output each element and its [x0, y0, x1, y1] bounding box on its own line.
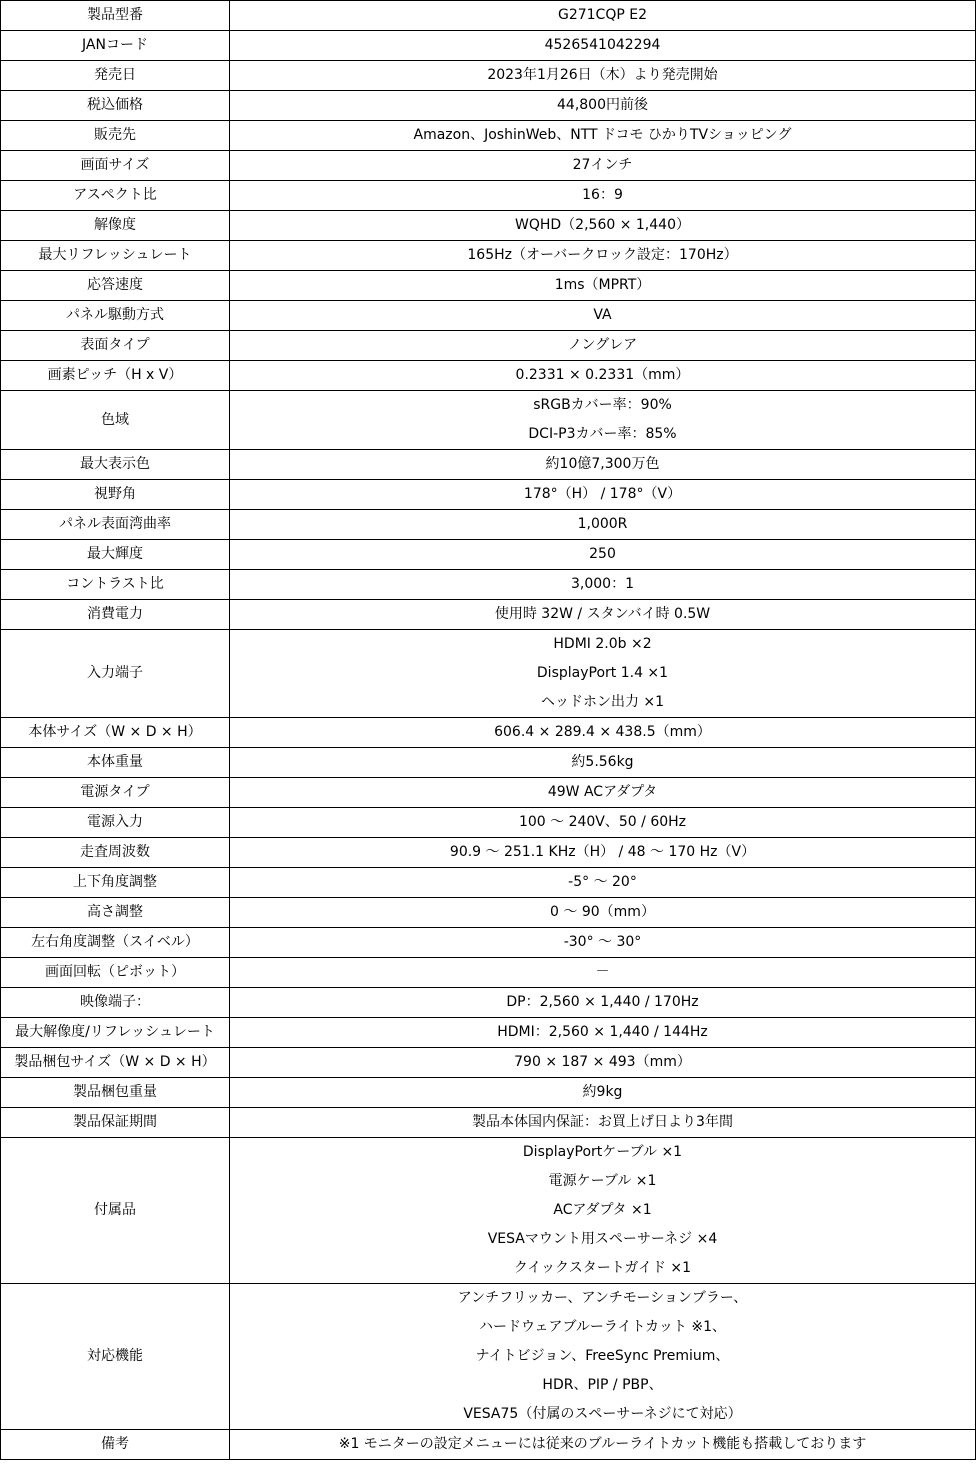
spec-value-line: ※1 モニターの設定メニューには従来のブルーライトカット機能も搭載しております: [338, 1436, 867, 1452]
spec-label: 本体サイズ（W × D × H）: [1, 718, 230, 748]
spec-value: [230, 868, 976, 898]
spec-value-line: DisplayPort 1.4 ×1: [536, 665, 669, 681]
spec-row: [1, 988, 976, 1018]
spec-row: [1, 510, 976, 540]
spec-value: [230, 748, 976, 778]
spec-label: パネル駆動方式: [1, 301, 230, 331]
spec-row: [1, 31, 976, 61]
spec-label: 視野角: [1, 480, 230, 510]
spec-value-line: 16：9: [582, 187, 623, 203]
spec-value: [230, 1430, 976, 1460]
spec-value-line: ナイトビジョン、FreeSync Premium、: [475, 1348, 730, 1364]
spec-value-line: ACアダプタ ×1: [553, 1202, 652, 1218]
spec-value: [230, 1048, 976, 1078]
spec-row: [1, 480, 976, 510]
spec-row: [1, 331, 976, 361]
spec-value-line: 606.4 × 289.4 × 438.5（mm）: [494, 724, 711, 740]
spec-value-line: HDMI：2,560 × 1,440 / 144Hz: [497, 1024, 708, 1040]
spec-label: コントラスト比: [1, 570, 230, 600]
spec-value-line: 100 ～ 240V、50 / 60Hz: [518, 814, 687, 830]
spec-value-line: DP：2,560 × 1,440 / 170Hz: [506, 994, 699, 1010]
spec-label: 製品型番: [1, 1, 230, 31]
spec-value-line: 44,800円前後: [557, 97, 648, 113]
spec-value: [230, 361, 976, 391]
spec-value-line: G271CQP E2: [557, 7, 647, 23]
spec-value-line: 27インチ: [572, 157, 633, 173]
spec-row: [1, 1138, 976, 1284]
spec-label: 本体重量: [1, 748, 230, 778]
spec-label: 付属品: [1, 1138, 230, 1284]
spec-row: [1, 600, 976, 630]
spec-label: 備考: [1, 1430, 230, 1460]
spec-row: [1, 151, 976, 181]
spec-label: 発売日: [1, 61, 230, 91]
spec-value-line: -5° ～ 20°: [568, 874, 637, 890]
spec-value-line: VESAマウント用スペーサーネジ ×4: [487, 1231, 718, 1247]
spec-label: 画素ピッチ（H x V）: [1, 361, 230, 391]
spec-value: [230, 570, 976, 600]
spec-label: 製品梱包重量: [1, 1078, 230, 1108]
spec-row: [1, 121, 976, 151]
spec-label: 消費電力: [1, 600, 230, 630]
spec-value-line: VA: [593, 307, 612, 323]
spec-row: [1, 450, 976, 480]
spec-label: アスペクト比: [1, 181, 230, 211]
spec-value-line: 0 ～ 90（mm）: [550, 904, 655, 920]
spec-value: [230, 600, 976, 630]
spec-label: JANコード: [1, 31, 230, 61]
spec-value: [230, 1, 976, 31]
spec-value-line: 49W ACアダプタ: [547, 784, 658, 800]
spec-value-line: VESA75（付属のスペーサーネジにて対応）: [463, 1406, 742, 1422]
spec-row: [1, 838, 976, 868]
spec-value: [230, 1018, 976, 1048]
spec-value: [230, 958, 976, 988]
spec-value: [230, 480, 976, 510]
spec-value-line: 製品本体国内保証：お買上げ日より3年間: [472, 1114, 733, 1130]
spec-row: [1, 1284, 976, 1430]
spec-label: 最大解像度/リフレッシュレート: [1, 1018, 230, 1048]
spec-value-line: 1,000R: [577, 516, 628, 532]
spec-value-line: HDMI 2.0b ×2: [553, 636, 652, 652]
spec-label: 色域: [1, 391, 230, 450]
spec-value-line: 4526541042294: [544, 37, 661, 53]
spec-value-line: 使用時 32W / スタンバイ時 0.5W: [494, 606, 711, 622]
spec-label: 表面タイプ: [1, 331, 230, 361]
spec-row: [1, 181, 976, 211]
spec-value-line: Amazon、JoshinWeb、NTT ドコモ ひかりTVショッピング: [413, 127, 792, 143]
spec-label: 最大表示色: [1, 450, 230, 480]
spec-label: 製品保証期間: [1, 1108, 230, 1138]
spec-row: [1, 391, 976, 450]
spec-value: [230, 1108, 976, 1138]
spec-value: [230, 181, 976, 211]
spec-value-line: DCI-P3カバー率：85%: [528, 426, 677, 442]
spec-row: [1, 868, 976, 898]
spec-value-line: －: [595, 964, 610, 980]
spec-label: 最大輝度: [1, 540, 230, 570]
spec-value: [230, 331, 976, 361]
spec-value-line: 178°（H） / 178°（V）: [523, 486, 682, 502]
spec-row: [1, 301, 976, 331]
spec-row: [1, 1018, 976, 1048]
spec-value: [230, 540, 976, 570]
spec-label: 映像端子：: [1, 988, 230, 1018]
spec-value: [230, 211, 976, 241]
spec-value-line: 165Hz（オーバークロック設定：170Hz）: [467, 247, 738, 263]
spec-value: [230, 630, 976, 718]
spec-value: [230, 151, 976, 181]
spec-value-line: 約9kg: [582, 1084, 623, 1100]
spec-row: [1, 570, 976, 600]
spec-value: [230, 718, 976, 748]
spec-row: [1, 928, 976, 958]
spec-value-line: 3,000：1: [571, 576, 634, 592]
spec-label: 入力端子: [1, 630, 230, 718]
spec-label: 販売先: [1, 121, 230, 151]
spec-row: [1, 1108, 976, 1138]
spec-value: [230, 91, 976, 121]
spec-label: 電源タイプ: [1, 778, 230, 808]
spec-value-line: DisplayPortケーブル ×1: [522, 1144, 683, 1160]
spec-value: [230, 778, 976, 808]
spec-value: [230, 450, 976, 480]
spec-row: [1, 241, 976, 271]
spec-value-line: 約5.56kg: [571, 754, 634, 770]
spec-row: [1, 91, 976, 121]
spec-row: [1, 958, 976, 988]
spec-row: [1, 748, 976, 778]
spec-value-line: sRGBカバー率：90%: [533, 397, 672, 413]
spec-table-body: [1, 1, 976, 1460]
spec-label: 解像度: [1, 211, 230, 241]
spec-value: [230, 1138, 976, 1284]
spec-value: [230, 31, 976, 61]
spec-value: [230, 61, 976, 91]
spec-label: 対応機能: [1, 1284, 230, 1430]
spec-value-line: -30° ～ 30°: [563, 934, 642, 950]
spec-row: [1, 1078, 976, 1108]
spec-label: 税込価格: [1, 91, 230, 121]
spec-row: [1, 718, 976, 748]
spec-value-line: 250: [589, 546, 616, 562]
spec-value: [230, 391, 976, 450]
spec-label: 高さ調整: [1, 898, 230, 928]
spec-value-line: アンチフリッカー、アンチモーションブラー、: [457, 1290, 748, 1306]
spec-row: [1, 61, 976, 91]
spec-value: [230, 121, 976, 151]
spec-value: [230, 241, 976, 271]
spec-label: 走査周波数: [1, 838, 230, 868]
spec-value: [230, 301, 976, 331]
spec-label: 左右角度調整（スイベル）: [1, 928, 230, 958]
spec-row: [1, 1, 976, 31]
spec-value: [230, 838, 976, 868]
spec-value: [230, 988, 976, 1018]
spec-value-line: 2023年1月26日（木）より発売開始: [487, 67, 718, 83]
spec-row: [1, 211, 976, 241]
spec-label: 上下角度調整: [1, 868, 230, 898]
spec-label: パネル表面湾曲率: [1, 510, 230, 540]
spec-value: [230, 510, 976, 540]
spec-value-line: 790 × 187 × 493（mm）: [514, 1054, 691, 1070]
spec-row: [1, 1430, 976, 1460]
spec-label: 画面回転（ピボット）: [1, 958, 230, 988]
spec-row: [1, 808, 976, 838]
spec-label: 最大リフレッシュレート: [1, 241, 230, 271]
spec-row: [1, 630, 976, 718]
spec-value-line: 約10億7,300万色: [545, 456, 660, 472]
spec-row: [1, 271, 976, 301]
spec-value-line: 電源ケーブル ×1: [548, 1173, 657, 1189]
spec-value-line: ハードウェアブルーライトカット ※1、: [479, 1319, 726, 1335]
spec-value: [230, 808, 976, 838]
spec-label: 製品梱包サイズ（W × D × H）: [1, 1048, 230, 1078]
spec-row: [1, 540, 976, 570]
spec-row: [1, 361, 976, 391]
spec-value-line: WQHD（2,560 × 1,440）: [515, 217, 690, 233]
spec-value-line: 1ms（MPRT）: [554, 277, 651, 293]
spec-label: 画面サイズ: [1, 151, 230, 181]
spec-value-line: ノングレア: [567, 337, 638, 353]
spec-value: [230, 271, 976, 301]
spec-value-line: 90.9 ～ 251.1 KHz（H） / 48 ～ 170 Hz（V）: [449, 844, 756, 860]
spec-value: [230, 928, 976, 958]
spec-row: [1, 1048, 976, 1078]
spec-value-line: 0.2331 × 0.2331（mm）: [515, 367, 690, 383]
spec-row: [1, 898, 976, 928]
spec-label: 電源入力: [1, 808, 230, 838]
spec-label: 応答速度: [1, 271, 230, 301]
spec-value: [230, 898, 976, 928]
spec-value: [230, 1078, 976, 1108]
spec-row: [1, 778, 976, 808]
spec-value-line: ヘッドホン出力 ×1: [540, 694, 665, 710]
spec-value: [230, 1284, 976, 1430]
spec-value-line: クイックスタートガイド ×1: [513, 1260, 692, 1276]
spec-value-line: HDR、PIP / PBP、: [542, 1377, 663, 1393]
